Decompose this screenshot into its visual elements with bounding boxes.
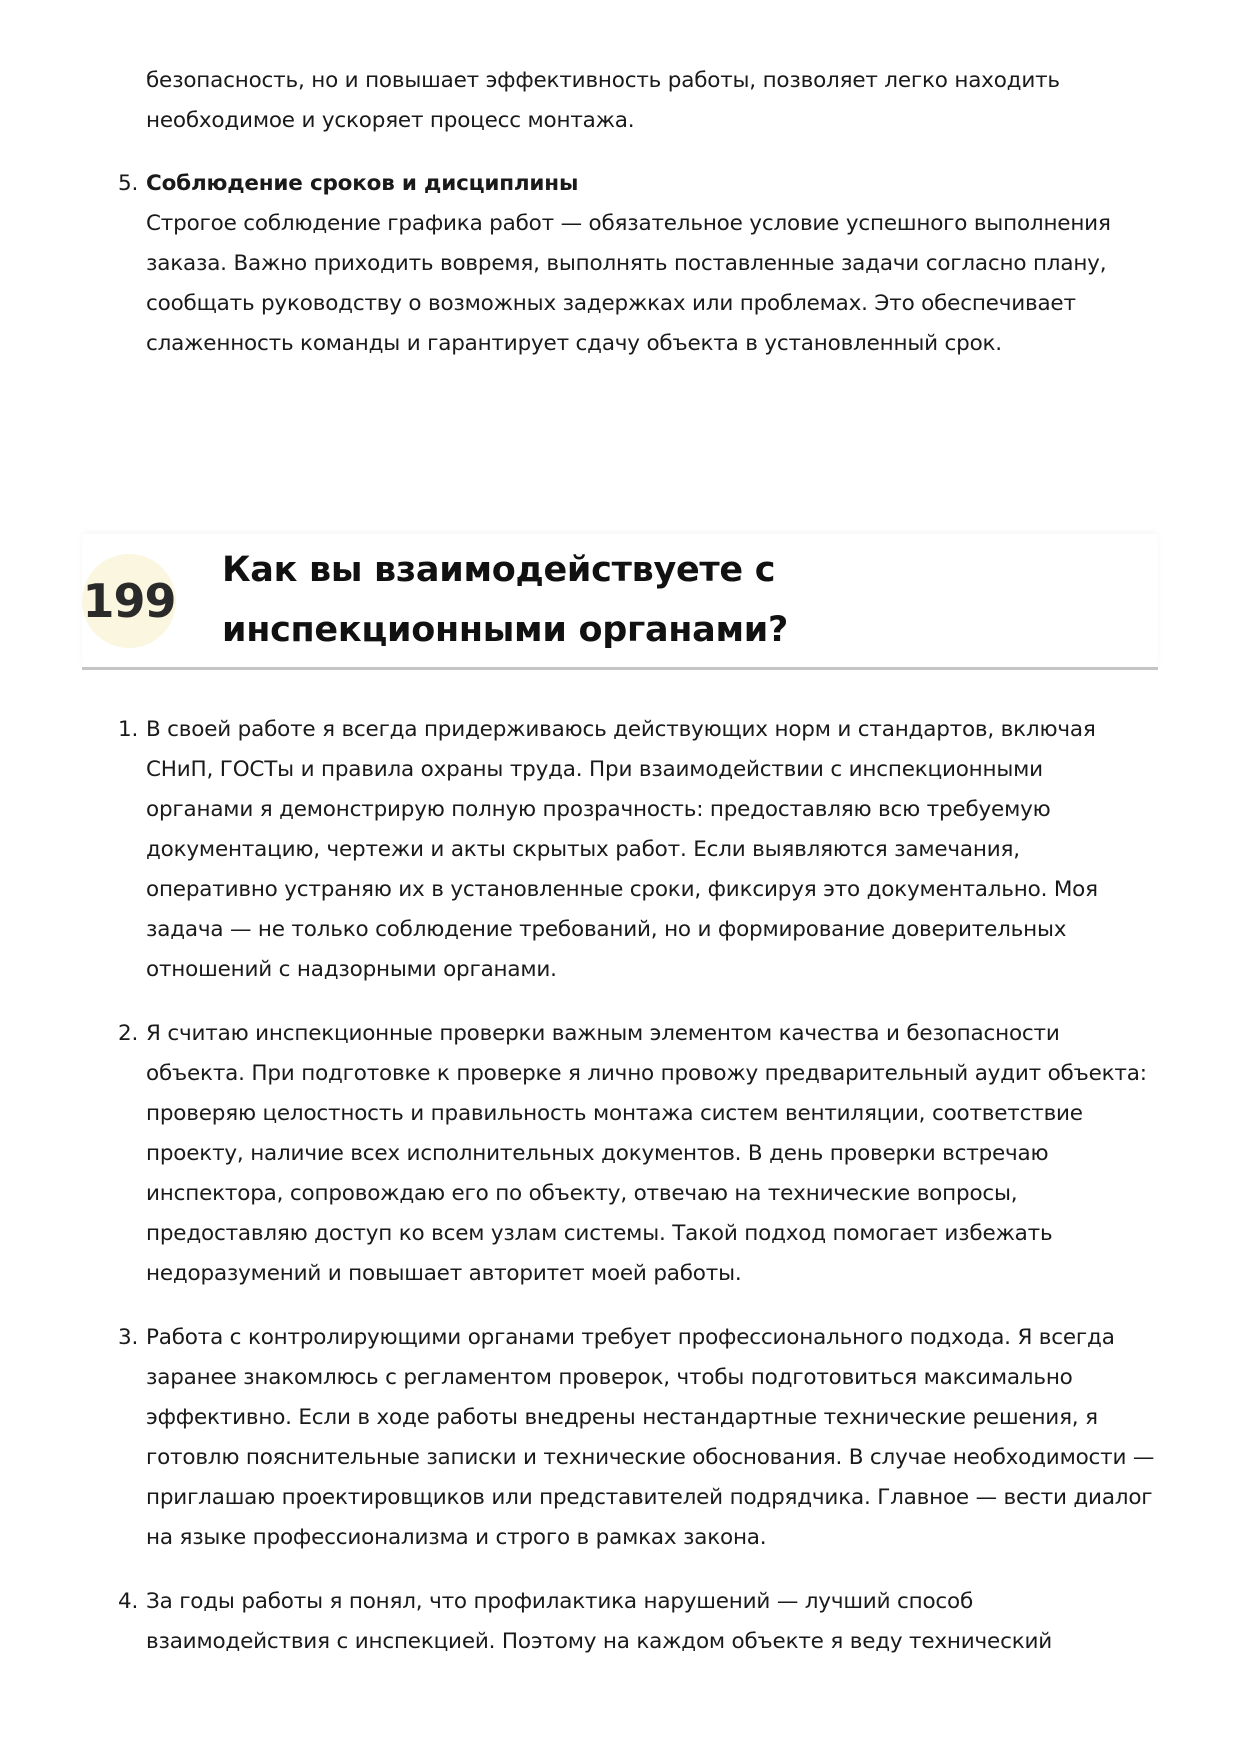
question-title: Как вы взаимодействуете с инспекционными органами? [222, 550, 789, 650]
list-item-text: За годы работы я понял, что профилактика нарушений — лучший способ взаимодействия с инспекцией. Поэтому на каждом объекте я веду технический [146, 1589, 1053, 1654]
list-item-text: Работа с контролирующими органами требует профессионального подхода. Я всегда заранее знакомлюсь с регламентом проверок, чтобы подготовиться максимально эффективно. Если в ходе работы внедрены нестандартные технические решения, я готовлю пояснительные записки и технические обоснования. В случае необходимости — приглашаю проектировщиков или представителей подрядчика. Главное — вести диалог на языке профессионализма и строго в рамках закона. [146, 1325, 1155, 1550]
continuation-paragraph: безопасность, но и повышает эффективность работы, позволяет легко находить необходимое и ускоряет процесс монтажа. [146, 68, 1060, 133]
list-item-number: 2. [118, 1021, 139, 1046]
header-divider [82, 667, 1158, 670]
list-item-text: Я считаю инспекционные проверки важным элементом качества и безопасности объекта. При подготовке к проверке я лично провожу предварительный аудит объекта: проверяю целостность и правильность монтажа систем вентиляции, соответствие проекту, наличие всех исполнительных документов. В день проверки встречаю инспектора, сопровождаю его по объекту, отвечаю на технические вопросы, предоставляю доступ ко всем узлам системы. Такой подход помогает избежать недоразумений и повышает авторитет моей работы. [146, 1021, 1147, 1286]
list-item-number: 3. [118, 1325, 139, 1350]
list-item-text: В своей работе я всегда придерживаюсь действующих норм и стандартов, включая СНиП, ГОСТы и правила охраны труда. При взаимодействии с инспекционными органами я демонстрирую полную прозрачность: предоставляю всю требуемую документацию, чертежи и акты скрытых работ. Если выявляются замечания, оперативно устраняю их в установленные сроки, фиксируя это документально. Моя задача — не только соблюдение требований, но и формирование доверительных отношений с надзорными органами. [146, 717, 1098, 982]
list-item-number: 4. [118, 1589, 139, 1614]
question-header [82, 534, 1158, 670]
list-item-body [146, 164, 1156, 364]
list-item-number: 5. [118, 171, 139, 196]
list-item-title: Соблюдение сроков и дисциплины [146, 171, 579, 196]
question-number-badge: 199 [82, 554, 176, 648]
list-item-text: Строгое соблюдение графика работ — обязательное условие успешного выполнения заказа. Важно приходить вовремя, выполнять поставленные задачи согласно плану, сообщать руководству о возможных задержках или проблемах. Это обеспечивает слаженность команды и гарантирует сдачу объекта в установленный срок. [146, 211, 1111, 356]
list-item-number: 1. [118, 717, 139, 742]
